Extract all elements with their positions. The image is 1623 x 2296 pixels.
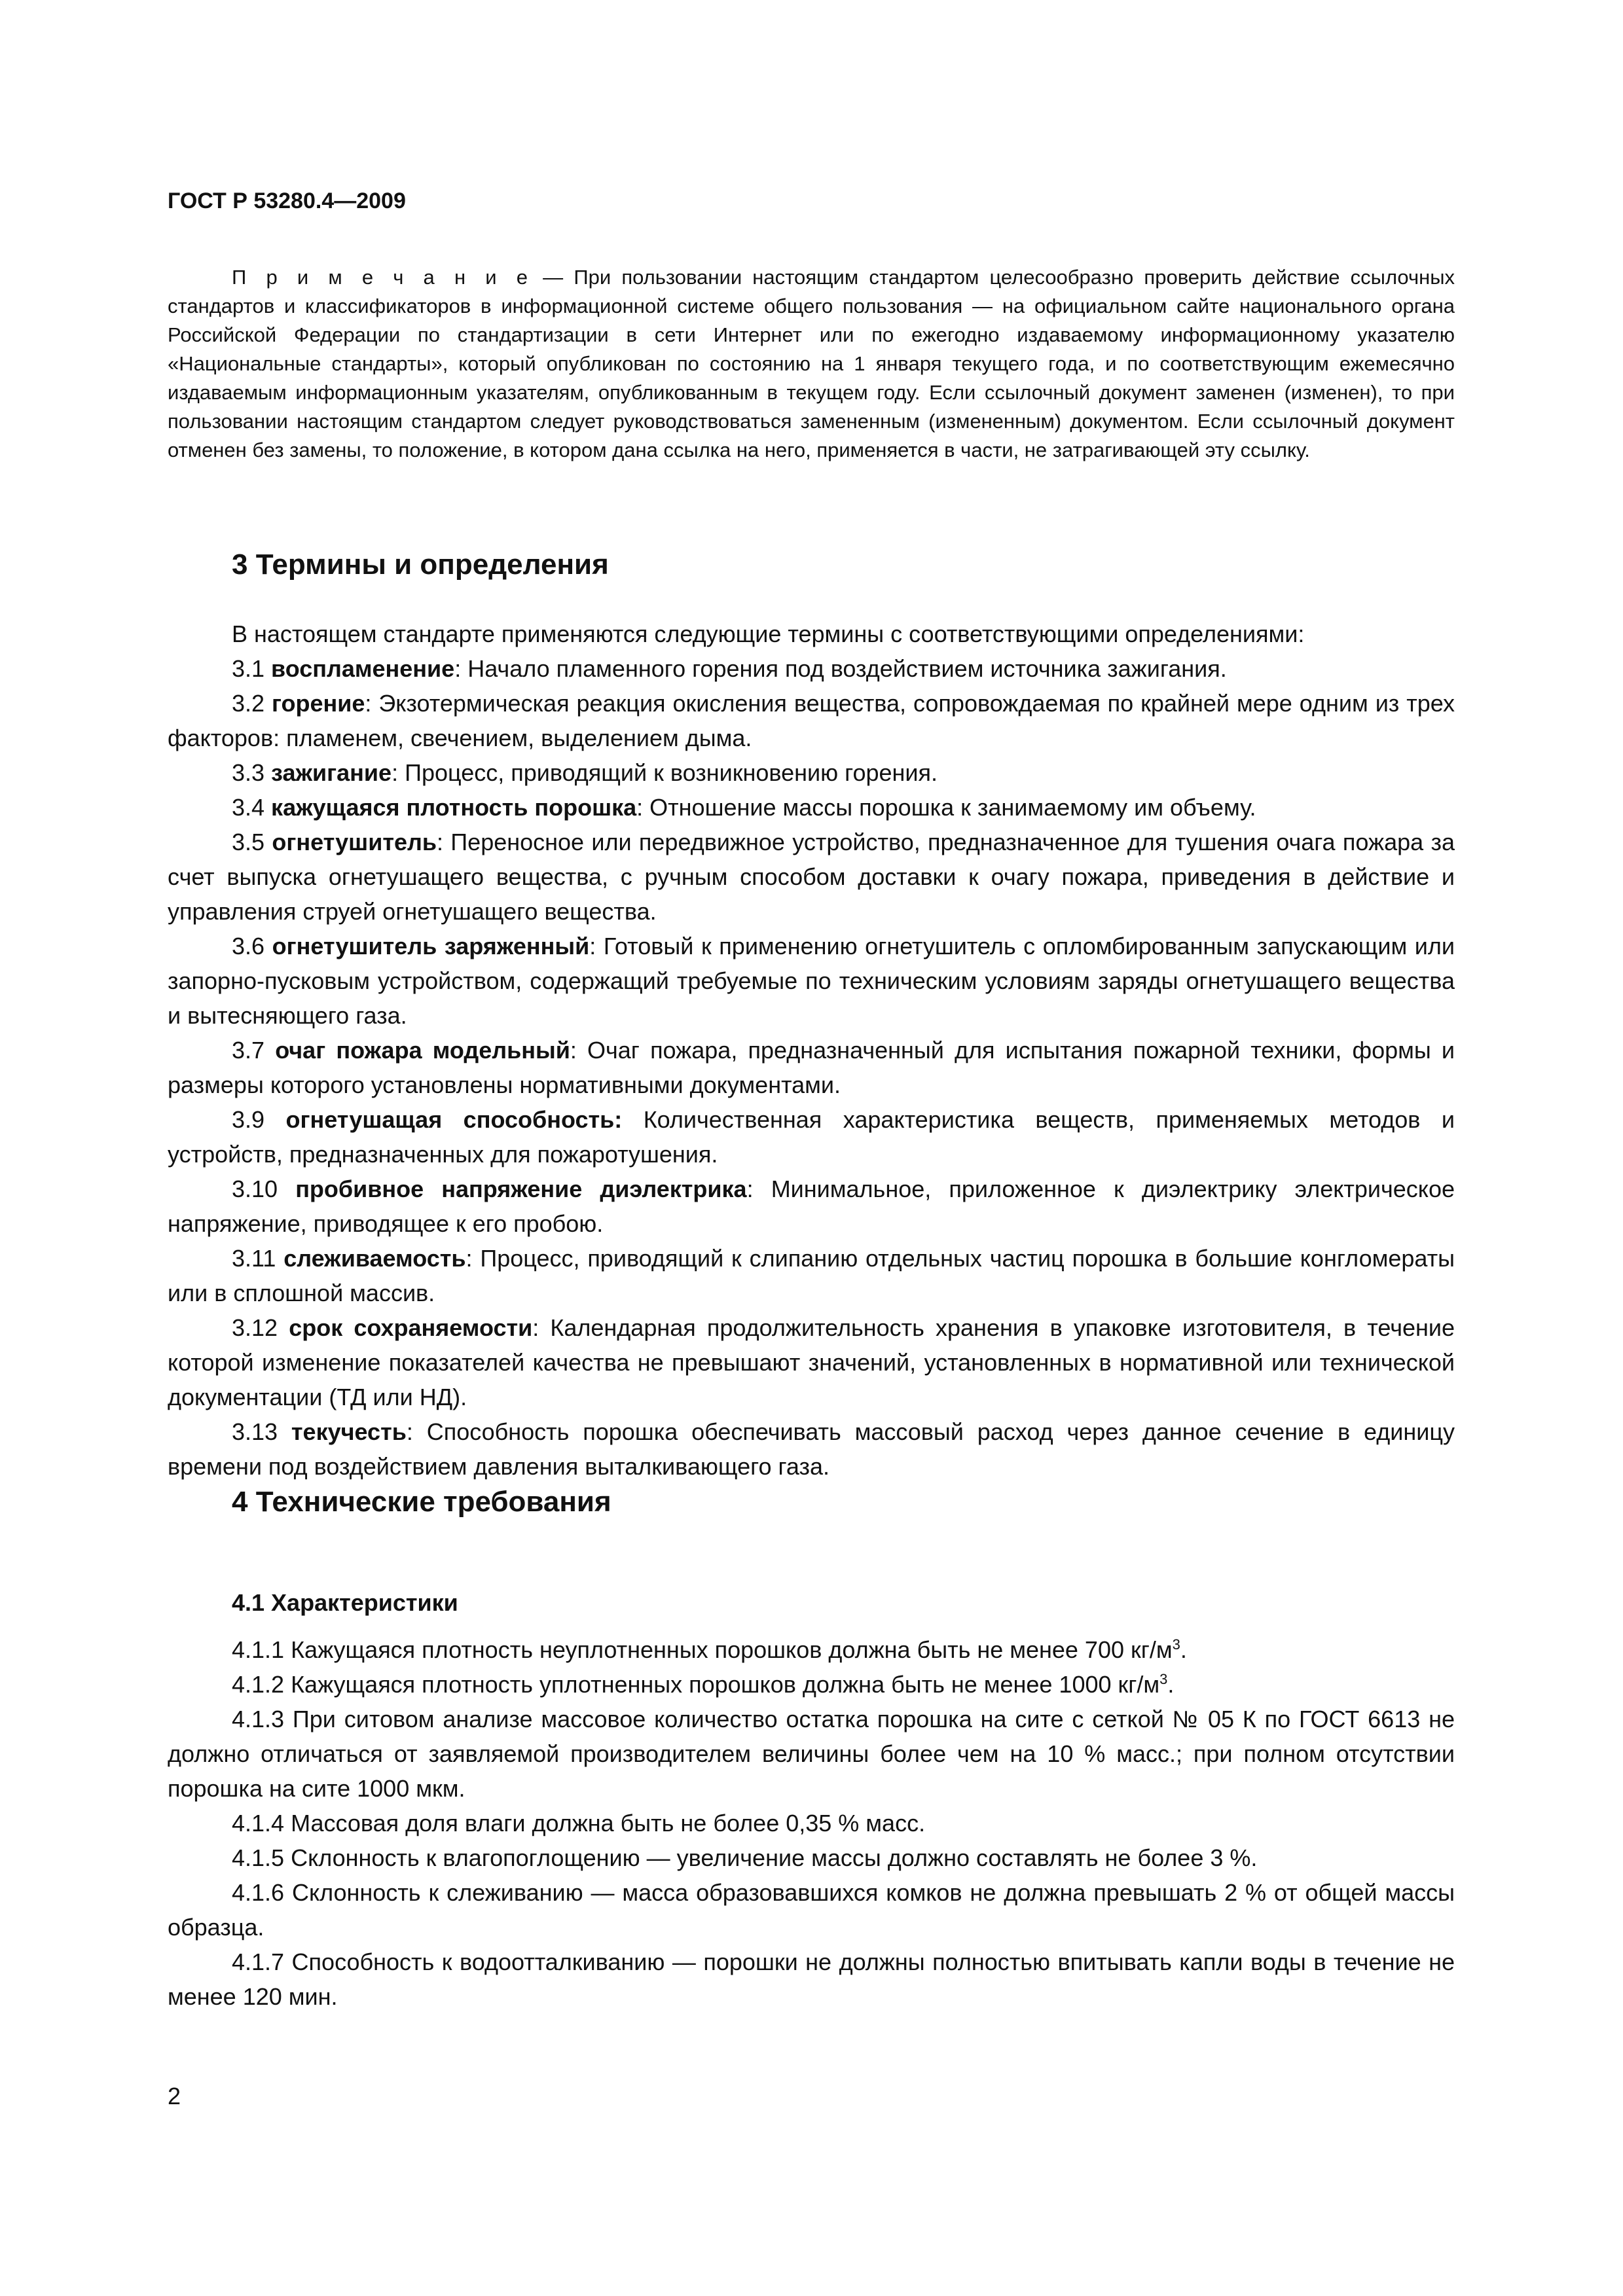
requirement-item: 4.1.7 Способность к водоотталкиванию — порошки не должны полностью впитывать капли воды в течение не менее 120 мин. [168, 1948, 1455, 2010]
term-item: 3.6 огнетушитель заряженный: Готовый к применению огнетушитель с опломбированным запускающим или запорно-пусковым устройством, содержащий требуемые по техническим условиям заряды огнетушащего вещества и вытесняющего газа. [168, 933, 1455, 1029]
term-name: срок сохраняемости [289, 1314, 533, 1341]
requirement-item: 4.1.2 Кажущаяся плотность уплотненных порошков должна быть не менее 1000 $кг/м^3$. [232, 1671, 1175, 1698]
term-name: огнетушащая способность: [285, 1106, 623, 1133]
term-item: 3.10 пробивное напряжение диэлектрика: Минимальное, приложенное к диэлектрику электрическое напряжение, приводящее к его пробою. [168, 1175, 1455, 1237]
term-name: пробивное напряжение диэлектрика [295, 1175, 747, 1202]
term-definition: : Переносное или передвижное устройство, предназначенное для тушения очага пожара за счет выпуска огнетушащего вещества, с ручным способом доставки к очагу пожара, приведения в действие и управления струей огнетушащего вещества. [168, 829, 1455, 925]
term-definition: : Готовый к применению огнетушитель с опломбированным запускающим или запорно-пусковым устройством, содержащий требуемые по техническим условиям заряды огнетушащего вещества и вытесняющего газа. [168, 933, 1455, 1029]
term-item: 3.5 огнетушитель: Переносное или передвижное устройство, предназначенное для тушения очага пожара за счет выпуска огнетушащего вещества, с ручным способом доставки к очагу пожара, приведения в действие и управления струей огнетушащего вещества. [168, 829, 1455, 925]
requirement-item: 4.1.5 Склонность к влагопоглощению — увеличение массы должно составлять не более 3 %. [232, 1844, 1258, 1871]
term-definition: Количественная характеристика веществ, применяемых методов и устройств, предназначенных для пожаротушения. [168, 1106, 1455, 1168]
note-text: — При пользовании настоящим стандартом целесообразно проверить действие ссылочных стандартов и классификаторов в информационной системе общего пользования — на официальном сайте национального органа Российской Федерации по стандартизации в сети Интернет или по ежегодно издаваемому информационному указателю «Национальные стандарты», который опубликован по состоянию на 1 января текущего года, и по соответствующим ежемесячно издаваемым информационным указателям, опубликованным в текущем году. Если ссылочный документ заменен (изменен), то при пользовании настоящим стандартом следует руководствоваться замененным (измененным) документом. Если ссылочный документ отменен без замены, то положение, в котором дана ссылка на него, применяется в части, не затрагивающей эту ссылку. [168, 266, 1455, 461]
requirement-item: 4.1.4 Массовая доля влаги должна быть не более 0,35 % масс. [232, 1810, 926, 1837]
term-name: очаг пожара модельный [275, 1037, 570, 1064]
term-name: текучесть [291, 1418, 407, 1445]
page-number: 2 [168, 2083, 181, 2109]
term-item: 3.1 воспламенение: Начало пламенного горения под воздействием источника зажигания. [232, 655, 1227, 682]
term-definition: : Процесс, приводящий к возникновению горения. [392, 759, 938, 786]
note-paragraph [168, 263, 1455, 465]
term-definition: : Экзотермическая реакция окисления вещества, сопровождаемая по крайней мере одним из трех факторов: пламенем, свечением, выделением дыма. [168, 690, 1455, 751]
term-definition: : Минимальное, приложенное к диэлектрику электрическое напряжение, приводящее к его пробою. [168, 1175, 1455, 1237]
note-label: П р и м е ч а н и е [232, 266, 532, 289]
term-definition: : Процесс, приводящий к слипанию отдельных частиц порошка в большие конгломераты или в сплошной массив. [168, 1245, 1455, 1306]
term-name: зажигание [271, 759, 392, 786]
terms-list [168, 617, 1455, 1484]
term-name: воспламенение [271, 655, 455, 682]
term-name: огнетушитель [272, 829, 437, 855]
section-3-title: 3 Термины и определения [232, 548, 609, 581]
term-item: 3.11 слеживаемость: Процесс, приводящий к слипанию отдельных частиц порошка в большие конгломераты или в сплошной массив. [168, 1245, 1455, 1306]
term-definition: : Начало пламенного горения под воздействием источника зажигания. [454, 655, 1227, 682]
terms-intro: В настоящем стандарте применяются следующие термины с соответствующими определениями: [232, 620, 1305, 647]
term-definition: : Способность порошка обеспечивать массовый расход через данное сечение в единицу времени под воздействием давления выталкивающего газа. [168, 1418, 1455, 1480]
term-item: 3.12 срок сохраняемости: Календарная продолжительность хранения в упаковке изготовителя, в течение которой изменение показателей качества не превышают значений, установленных в нормативной или технической документации (ТД или НД). [168, 1314, 1455, 1410]
term-name: горение [272, 690, 365, 717]
term-name: слеживаемость [283, 1245, 466, 1272]
document-page [168, 0, 1455, 2296]
term-item: 3.3 зажигание: Процесс, приводящий к возникновению горения. [232, 759, 938, 786]
requirement-item: 4.1.3 При ситовом анализе массовое количество остатка порошка на сите с сеткой № 05 К по ГОСТ 6613 не должно отличаться от заявляемой производителем величины более чем на 10 % масс.; при полном отсутствии порошка на сите 1000 мкм. [168, 1706, 1455, 1802]
term-definition: : Отношение массы порошка к занимаемому им объему. [636, 794, 1256, 821]
subsection-4-1-title: 4.1 Характеристики [232, 1589, 458, 1616]
term-name: кажущаяся плотность порошка [271, 794, 637, 821]
requirement-item: 4.1.1 Кажущаяся плотность неуплотненных порошков должна быть не менее 700 $кг/м^3$. [232, 1636, 1187, 1663]
requirements-list [168, 1632, 1455, 2014]
document-code-header: ГОСТ Р 53280.4—2009 [168, 188, 406, 213]
term-item: 3.2 горение: Экзотермическая реакция окисления вещества, сопровождаемая по крайней мере одним из трех факторов: пламенем, свечением, выделением дыма. [168, 690, 1455, 751]
term-definition: : Очаг пожара, предназначенный для испытания пожарной техники, формы и размеры которого установлены нормативными документами. [168, 1037, 1455, 1098]
term-definition: : Календарная продолжительность хранения в упаковке изготовителя, в течение которой изменение показателей качества не превышают значений, установленных в нормативной или технической документации (ТД или НД). [168, 1314, 1455, 1410]
term-name: огнетушитель заряженный [272, 933, 590, 960]
note-block [168, 263, 1455, 465]
term-item: 3.7 очаг пожара модельный: Очаг пожара, предназначенный для испытания пожарной техники, формы и размеры которого установлены нормативными документами. [168, 1037, 1455, 1098]
term-item: 3.4 кажущаяся плотность порошка: Отношение массы порошка к занимаемому им объему. [232, 794, 1256, 821]
section-4-title: 4 Технические требования [232, 1486, 611, 1518]
requirement-item: 4.1.6 Склонность к слеживанию — масса образовавшихся комков не должна превышать 2 % от общей массы образца. [168, 1879, 1455, 1941]
term-item: 3.9 огнетушащая способность: Количественная характеристика веществ, применяемых методов и устройств, предназначенных для пожаротушения. [168, 1106, 1455, 1168]
term-item: 3.13 текучесть: Способность порошка обеспечивать массовый расход через данное сечение в единицу времени под воздействием давления выталкивающего газа. [168, 1418, 1455, 1480]
